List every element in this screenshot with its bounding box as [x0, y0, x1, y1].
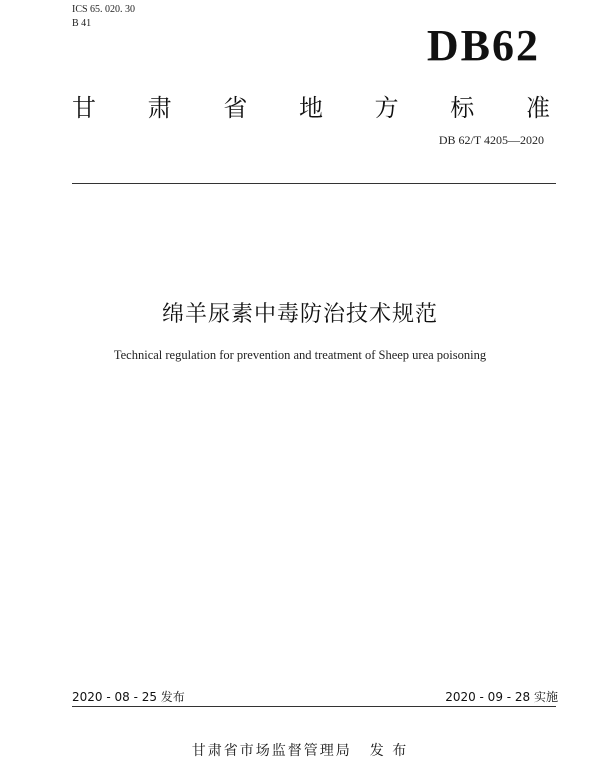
issuer-action: 发 布 — [369, 743, 409, 759]
footer-divider — [72, 706, 556, 707]
header-divider — [72, 183, 556, 184]
standard-type-char: 准 — [525, 94, 550, 122]
issuer-name: 甘肃省市场监督管理局 — [191, 743, 352, 759]
standard-logo: DB62 — [426, 21, 540, 70]
standard-type-char: 方 — [374, 94, 399, 122]
standard-number: DB 62/T 4205—2020 — [438, 133, 544, 147]
implementation-date: 2020 - 09 - 28 实施 — [445, 690, 558, 704]
standard-type-char: 地 — [298, 94, 323, 122]
ccs-code: B 41 — [72, 18, 92, 29]
document-title-english: Technical regulation for prevention and treatment of Sheep urea poisoning — [113, 348, 487, 362]
issuer-line — [0, 740, 600, 760]
standard-type-char: 标 — [450, 94, 475, 122]
standard-type-char: 肃 — [147, 94, 172, 122]
standard-type-char: 甘 — [72, 94, 96, 122]
ics-code: ICS 65. 020. 30 — [72, 4, 136, 15]
standard-type — [72, 88, 550, 123]
standard-type-char: 省 — [223, 94, 248, 122]
document-title-chinese: 绵羊尿素中毒防治技术规范 — [161, 302, 438, 327]
issue-date: 2020 - 08 - 25 发布 — [72, 690, 185, 704]
